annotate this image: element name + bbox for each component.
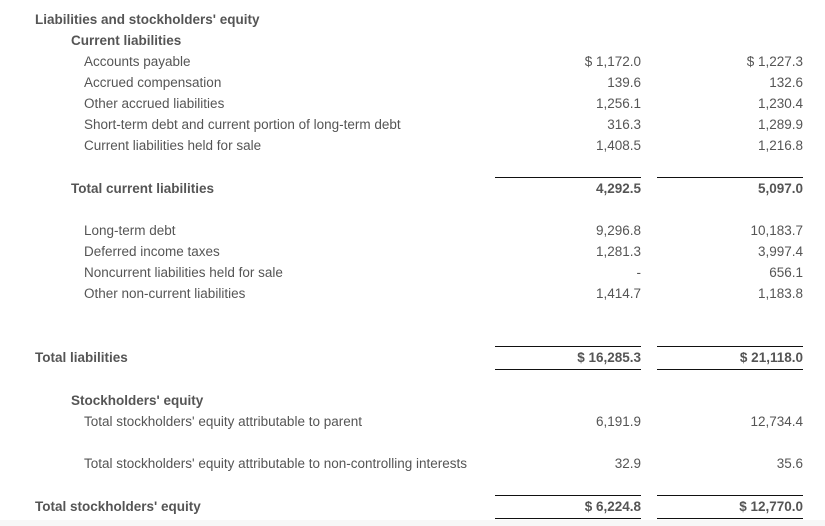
row-value-col2: 656.1 (769, 265, 803, 280)
section-title-row (0, 9, 825, 30)
row-value-col1: 9,296.8 (595, 223, 641, 238)
row-label: Deferred income taxes (84, 244, 220, 259)
row-value-col2: 3,997.4 (757, 244, 803, 259)
section-title: Liabilities and stockholders' equity (35, 12, 260, 27)
bottom-strip (0, 520, 825, 526)
table-row (0, 411, 825, 432)
table-row (0, 72, 825, 93)
table-row (0, 220, 825, 241)
row-value-col2: $ 12,770.0 (739, 499, 803, 514)
stockholders-equity-header-row (0, 390, 825, 411)
current-liabilities-header: Current liabilities (71, 33, 182, 48)
total-liabilities-row (0, 347, 825, 368)
row-value-col2: 1,183.8 (757, 286, 803, 301)
total-rule-bottom (495, 369, 641, 370)
row-value-col2: 132.6 (769, 75, 803, 90)
table-row (0, 283, 825, 304)
table-row (0, 93, 825, 114)
total-rule-bottom (657, 369, 803, 370)
row-value-col1: - (636, 265, 641, 280)
row-value-col2: $ 1,227.3 (746, 54, 803, 69)
row-value-col2: $ 21,118.0 (739, 350, 803, 365)
total-current-liabilities-row (0, 178, 825, 199)
total-rule-bottom (657, 518, 803, 519)
table-row (0, 114, 825, 135)
total-rule-bottom (495, 518, 641, 519)
row-label: Total stockholders' equity attributable to non-controlling interests (84, 456, 468, 471)
row-value-col1: 316.3 (607, 117, 641, 132)
row-value-col2: 12,734.4 (750, 414, 803, 429)
row-label: Other accrued liabilities (84, 96, 225, 111)
row-label: Noncurrent liabilities held for sale (84, 265, 283, 280)
row-value-col1: 1,408.5 (595, 138, 641, 153)
table-row (0, 262, 825, 283)
table-row (0, 453, 825, 474)
row-value-col2: 1,230.4 (757, 96, 803, 111)
row-value-col1: 139.6 (607, 75, 641, 90)
row-value-col2: 10,183.7 (750, 223, 803, 238)
total-stockholders-equity-row (0, 496, 825, 517)
row-value-col2: 5,097.0 (757, 181, 803, 196)
row-value-col1: 4,292.5 (595, 181, 641, 196)
row-value-col1: $ 1,172.0 (584, 54, 641, 69)
row-label: Long-term debt (84, 223, 176, 238)
row-value-col2: 1,216.8 (757, 138, 803, 153)
row-label: Total stockholders' equity attributable to parent (84, 414, 362, 429)
row-label: Other non-current liabilities (84, 286, 246, 301)
row-label: Short-term debt and current portion of long-term debt (84, 117, 401, 132)
stockholders-equity-header: Stockholders' equity (71, 393, 204, 408)
row-value-col1: $ 16,285.3 (577, 350, 641, 365)
row-label: Total current liabilities (71, 181, 215, 196)
row-value-col2: 1,289.9 (757, 117, 803, 132)
row-label: Total stockholders' equity (35, 499, 201, 514)
row-value-col1: $ 6,224.8 (584, 499, 641, 514)
row-value-col1: 6,191.9 (595, 414, 641, 429)
current-liabilities-header-row (0, 30, 825, 51)
row-label: Accrued compensation (84, 75, 222, 90)
table-row (0, 135, 825, 156)
row-value-col1: 1,256.1 (595, 96, 641, 111)
row-value-col1: 32.9 (614, 456, 641, 471)
row-label: Total liabilities (35, 350, 128, 365)
row-value-col1: 1,414.7 (595, 286, 641, 301)
table-row (0, 241, 825, 262)
row-value-col1: 1,281.3 (595, 244, 641, 259)
table-row (0, 51, 825, 72)
row-label: Accounts payable (84, 54, 191, 69)
row-label: Current liabilities held for sale (84, 138, 262, 153)
row-value-col2: 35.6 (776, 456, 803, 471)
